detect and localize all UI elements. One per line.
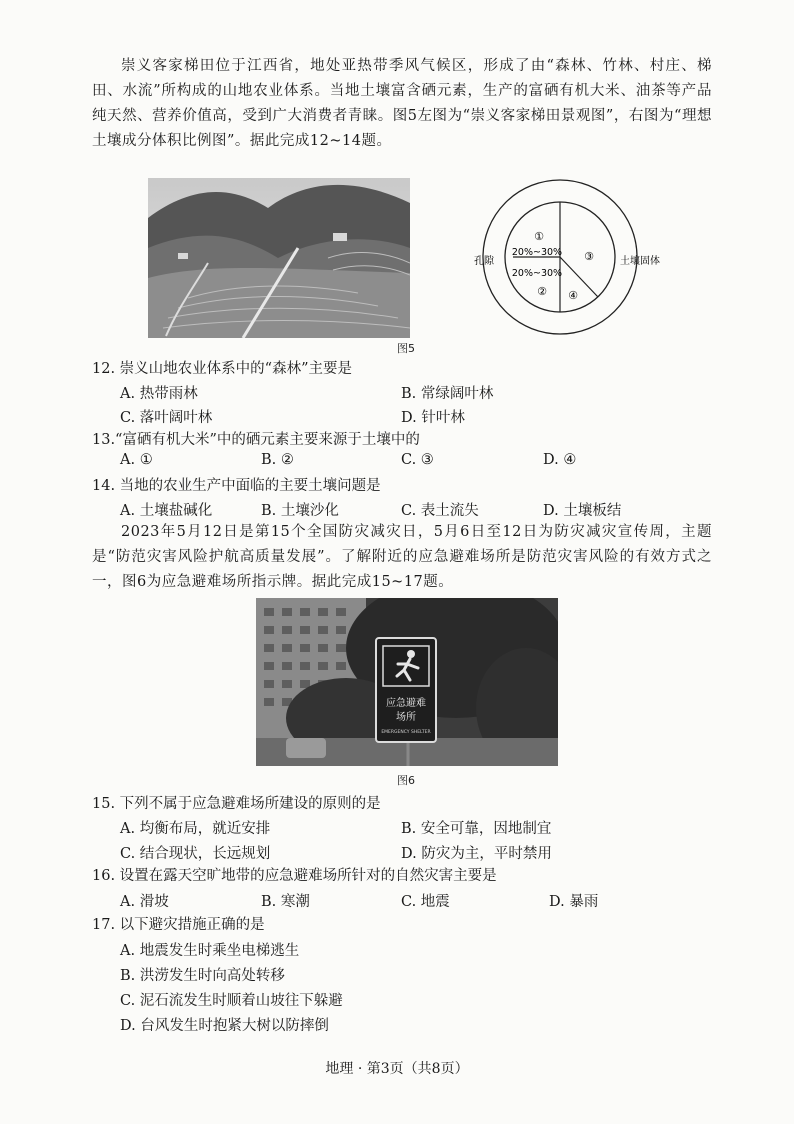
soil-composition-diagram <box>462 178 692 348</box>
q13-option-c: C. ③ <box>401 452 434 468</box>
figure-5-caption: 图5 <box>397 342 415 355</box>
question-15-stem: 15. 下列不属于应急避难场所建设的原则的是 <box>92 796 381 812</box>
q14-option-b: B. 土壤沙化 <box>261 503 339 519</box>
intro-paragraph-1: 崇义客家梯田位于江西省，地处亚热带季风气候区，形成了由“森林、竹林、村庄、梯田、水流”所构成的山地农业体系。当地土壤富含硒元素，生产的富硒有机大米、油茶等产品纯天然、营养价值高，受到广大消费者青睐。图5左图为“崇义客家梯田景观图”，右图为“理想土壤成分体积比例图”。据此完成12~14题。 <box>92 58 712 149</box>
q15-option-c: C. 结合现状，长远规划 <box>120 846 271 862</box>
q13-option-d: D. ④ <box>543 452 577 468</box>
figure-6-caption: 图6 <box>397 774 415 787</box>
intro-paragraph-2: 2023年5月12日是第15个全国防灾减灾日，5月6日至12日为防灾减灾宣传周，主题是“防范灾害风险护航高质量发展”。了解附近的应急避难场所是防范灾害风险的有效方式之一，图6为应急避难场所指示牌。据此完成15~17题。 <box>92 524 712 590</box>
q15-option-d: D. 防灾为主，平时禁用 <box>401 846 552 862</box>
segment-3-label: ③ <box>584 250 594 263</box>
q16-option-c: C. 地震 <box>401 894 450 910</box>
segment-1-percent: 20%~30% <box>511 247 563 258</box>
segment-4-label: ④ <box>568 289 578 302</box>
q16-option-d: D. 暴雨 <box>549 894 599 910</box>
q16-option-b: B. 寒潮 <box>261 894 310 910</box>
sign-text-english: EMERGENCY SHELTER <box>381 730 431 735</box>
question-16-stem: 16. 设置在露天空旷地带的应急避难场所针对的自然灾害主要是 <box>92 868 497 884</box>
q15-option-a: A. 均衡布局，就近安排 <box>120 821 271 837</box>
sign-text-line-1: 应急避难 <box>386 698 426 709</box>
page-footer: 地理 · 第3页（共8页） <box>325 1061 469 1077</box>
q17-option-c: C. 泥石流发生时顺着山坡往下躲避 <box>120 993 343 1009</box>
q17-option-a: A. 地震发生时乘坐电梯逃生 <box>120 943 300 959</box>
q12-option-b: B. 常绿阔叶林 <box>401 386 494 402</box>
segment-2-label: ② <box>537 285 547 298</box>
segment-2-percent: 20%~30% <box>511 268 563 279</box>
q12-option-a: A. 热带雨林 <box>120 386 198 402</box>
q17-option-b: B. 洪涝发生时向高处转移 <box>120 968 285 984</box>
pore-label: 孔隙 <box>474 256 494 267</box>
q14-option-d: D. 土壤板结 <box>543 503 622 519</box>
q13-option-b: B. ② <box>261 452 294 468</box>
question-14-stem: 14. 当地的农业生产中面临的主要土壤问题是 <box>92 478 381 494</box>
question-17-stem: 17. 以下避灾措施正确的是 <box>92 917 265 933</box>
q12-option-d: D. 针叶林 <box>401 410 465 426</box>
q15-option-b: B. 安全可靠，因地制宜 <box>401 821 552 837</box>
segment-1-label: ① <box>534 230 544 243</box>
emergency-shelter-sign-photo <box>256 598 558 766</box>
q16-option-a: A. 滑坡 <box>120 894 169 910</box>
q12-option-c: C. 落叶阔叶林 <box>120 410 213 426</box>
sign-text-line-2: 场所 <box>396 712 416 723</box>
question-13-stem: 13.“富硒有机大米”中的硒元素主要来源于土壤中的 <box>92 432 420 448</box>
question-12-stem: 12. 崇义山地农业体系中的“森林”主要是 <box>92 361 352 377</box>
soil-solid-label: 土壤固体 <box>620 256 660 267</box>
terrace-landscape-photo <box>148 178 410 338</box>
q13-option-a: A. ① <box>120 452 153 468</box>
q17-option-d: D. 台风发生时抱紧大树以防摔倒 <box>120 1018 329 1034</box>
q14-option-c: C. 表土流失 <box>401 503 479 519</box>
q14-option-a: A. 土壤盐碱化 <box>120 503 213 519</box>
